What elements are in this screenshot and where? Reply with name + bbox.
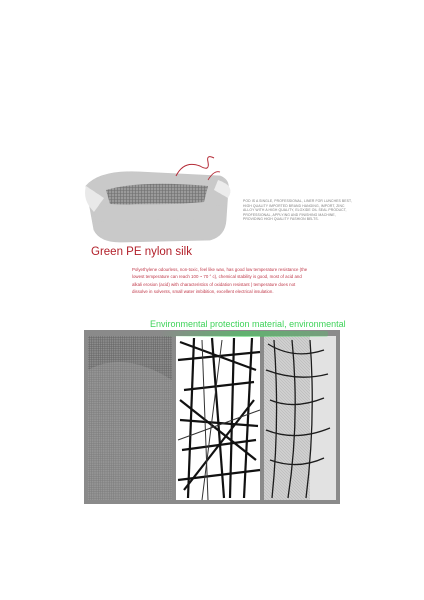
mesh-texture-banner xyxy=(84,330,340,504)
environment-title: Environmental protection material, environmental xyxy=(150,319,346,329)
product-side-note: POD IS A SINGLE, PROFESSIONAL, LINER FOR LUNCHES BEST, HIGH QUALITY IMPORTED BRAND HANGING, IMPORT, ZINC ALLOY WITH A HIGH QUALITY, ELOXIDE OIL SEAL PRODUCT, PROFESSIONAL, APPLYING AND FINISHING MACHINE, PROVIDING HIGH QUALITY FASHION BELTS. xyxy=(243,199,352,221)
environment-subtitle-glow xyxy=(160,331,328,337)
product-description: Polyethylene odourless, non-toxic, feel like wax, has good low temperature resistance (the lowest temperature can reach 100 ~ 70 ° c), chemical stability is good, most of acid and alkali erosion (acid) with characteristics of oxidation resistant ) temperature does not dissolve in solvents, small water imbibition, excellent electrical insulation. xyxy=(132,267,308,294)
mesh-basket-photo xyxy=(80,150,240,245)
product-heading: Green PE nylon silk xyxy=(91,246,192,258)
